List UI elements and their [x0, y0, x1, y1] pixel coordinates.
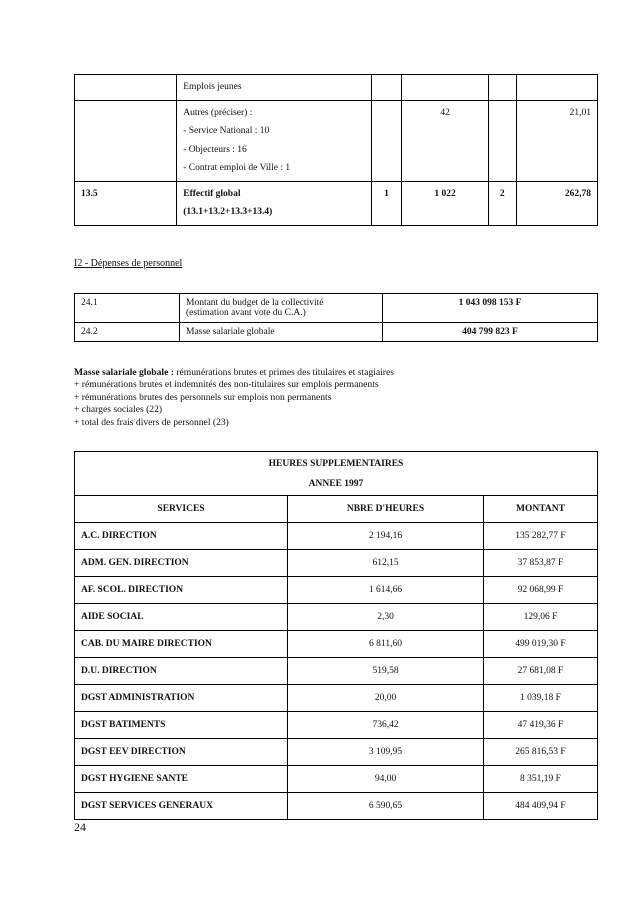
- table-cell: [383, 323, 598, 342]
- table-row: [75, 577, 598, 604]
- overtime-title: HEURES SUPPLEMENTAIRES: [268, 458, 404, 469]
- row-code: 13.5: [81, 188, 98, 199]
- row-label-line: (estimation avant vote du C.A.): [186, 308, 306, 318]
- table-cell: [180, 294, 383, 323]
- service-cell: AF. SCOL. DIRECTION: [75, 577, 288, 604]
- cell-value: 1 022: [434, 188, 456, 199]
- amount-cell: 47 419,36 F: [484, 712, 598, 739]
- table-row: [75, 631, 598, 658]
- row-code: 24.2: [81, 327, 98, 337]
- hours-cell: 2,30: [288, 604, 484, 631]
- table-cell: [371, 100, 402, 181]
- service-cell: DGST HYGIENE SANTE: [75, 766, 288, 793]
- amount-cell: 129,06 F: [484, 604, 598, 631]
- amount-cell: 1 039,18 F: [484, 685, 598, 712]
- table-row: [75, 793, 598, 820]
- table-row: [75, 100, 598, 181]
- row-label-line: - Contrat emploi de Ville : 1: [183, 163, 291, 173]
- service-cell: A.C. DIRECTION: [75, 523, 288, 550]
- budget-table: [74, 293, 598, 342]
- table-header-row: [75, 496, 598, 523]
- table-row: [75, 712, 598, 739]
- table-row: [75, 739, 598, 766]
- cell-value: 21,01: [569, 107, 591, 118]
- service-cell: DGST EEV DIRECTION: [75, 739, 288, 766]
- table-cell: [177, 181, 371, 225]
- cell-value: 262,78: [564, 188, 591, 199]
- table-cell: [371, 181, 402, 225]
- hours-cell: 3 109,95: [288, 739, 484, 766]
- table-cell: [177, 100, 371, 181]
- service-cell: DGST ADMINISTRATION: [75, 685, 288, 712]
- service-cell: D.U. DIRECTION: [75, 658, 288, 685]
- hours-cell: 2 194,16: [288, 523, 484, 550]
- table-row: [75, 604, 598, 631]
- table-cell: [75, 100, 177, 181]
- table-cell: [75, 75, 177, 101]
- table-cell: [516, 75, 597, 101]
- table-cell: [177, 75, 371, 101]
- row-label-line: - Service National : 10: [183, 126, 270, 136]
- table-cell: [516, 181, 597, 225]
- table-row: [75, 181, 598, 225]
- table-row: [75, 294, 598, 323]
- table-cell: [383, 294, 598, 323]
- cell-value: 42: [440, 107, 450, 118]
- table-cell: [402, 100, 489, 181]
- row-label-line: Montant du budget de la collectivité: [186, 298, 324, 308]
- row-label-line: Effectif global: [183, 188, 241, 199]
- page-number: 24: [74, 820, 86, 834]
- overtime-subtitle: ANNEE 1997: [308, 478, 364, 489]
- table-cell: [75, 181, 177, 225]
- table-cell: [488, 75, 516, 101]
- amount-cell: 37 853,87 F: [484, 550, 598, 577]
- row-label-line: (13.1+13.2+13.3+13.4): [183, 207, 273, 217]
- hours-cell: 6 811,60: [288, 631, 484, 658]
- table-row: [75, 323, 598, 342]
- hours-cell: 1 614,66: [288, 577, 484, 604]
- table-row: [75, 75, 598, 101]
- hours-cell: 6 590,65: [288, 793, 484, 820]
- cell-value: 1: [384, 188, 389, 199]
- section-title: I2 - Dépenses de personnel: [74, 258, 183, 269]
- overtime-rows: [75, 523, 598, 820]
- row-label-line: - Objecteurs : 16: [183, 144, 247, 155]
- cell-value: 404 799 823 F: [462, 327, 518, 337]
- service-cell: AIDE SOCIAL: [75, 604, 288, 631]
- table-row: [75, 766, 598, 793]
- table-cell: [371, 75, 402, 101]
- amount-cell: 92 068,99 F: [484, 577, 598, 604]
- service-cell: ADM. GEN. DIRECTION: [75, 550, 288, 577]
- definition-text: [74, 367, 394, 429]
- table-row: [75, 685, 598, 712]
- table-cell: [75, 323, 180, 342]
- hours-cell: 736,42: [288, 712, 484, 739]
- table-row: [75, 658, 598, 685]
- table-title-row: [75, 452, 598, 496]
- table-title: [75, 452, 598, 496]
- definition-line: + charges sociales (22): [74, 404, 163, 416]
- service-cell: DGST BATIMENTS: [75, 712, 288, 739]
- amount-cell: 499 019,30 F: [484, 631, 598, 658]
- table-cell: [488, 181, 516, 225]
- amount-cell: 135 282,77 F: [484, 523, 598, 550]
- table-row: [75, 550, 598, 577]
- hours-cell: 519,58: [288, 658, 484, 685]
- table-cell: [488, 100, 516, 181]
- definition-first: rémunérations brutes et primes des titulaires et stagiaires: [173, 367, 394, 378]
- amount-cell: 484 409,94 F: [484, 793, 598, 820]
- row-label-line: Autres (préciser) :: [183, 107, 253, 118]
- staff-table: [74, 74, 598, 226]
- definition-line: + rémunérations brutes des personnels sur emplois non permanents: [74, 391, 332, 403]
- amount-cell: 27 681,08 F: [484, 658, 598, 685]
- amount-cell: 8 351,19 F: [484, 766, 598, 793]
- table-cell: [402, 181, 489, 225]
- table-cell: [180, 323, 383, 342]
- table-cell: [75, 294, 180, 323]
- row-label: Emplois jeunes: [183, 82, 242, 92]
- row-code: 24.1: [81, 298, 98, 308]
- column-header: NBRE D'HEURES: [288, 496, 484, 523]
- amount-cell: 265 816,53 F: [484, 739, 598, 766]
- table-row: [75, 523, 598, 550]
- definition-line: + rémunérations brutes et indemnités des non-titulaires sur emplois permanents: [74, 379, 379, 391]
- definition-line: + total des frais divers de personnel (23): [74, 416, 229, 428]
- column-header: MONTANT: [484, 496, 598, 523]
- hours-cell: 20,00: [288, 685, 484, 712]
- column-header: SERVICES: [75, 496, 288, 523]
- hours-cell: 94,00: [288, 766, 484, 793]
- definition-line: [74, 367, 394, 379]
- hours-cell: 612,15: [288, 550, 484, 577]
- table-cell: [402, 75, 489, 101]
- table-cell: [516, 100, 597, 181]
- overtime-table: [74, 451, 598, 820]
- cell-value: 2: [499, 188, 505, 199]
- service-cell: CAB. DU MAIRE DIRECTION: [75, 631, 288, 658]
- row-label-line: Masse salariale globale: [186, 327, 275, 337]
- service-cell: DGST SERVICES GENERAUX: [75, 793, 288, 820]
- cell-value: 1 043 098 153 F: [458, 298, 522, 308]
- definition-term: Masse salariale globale :: [74, 367, 174, 378]
